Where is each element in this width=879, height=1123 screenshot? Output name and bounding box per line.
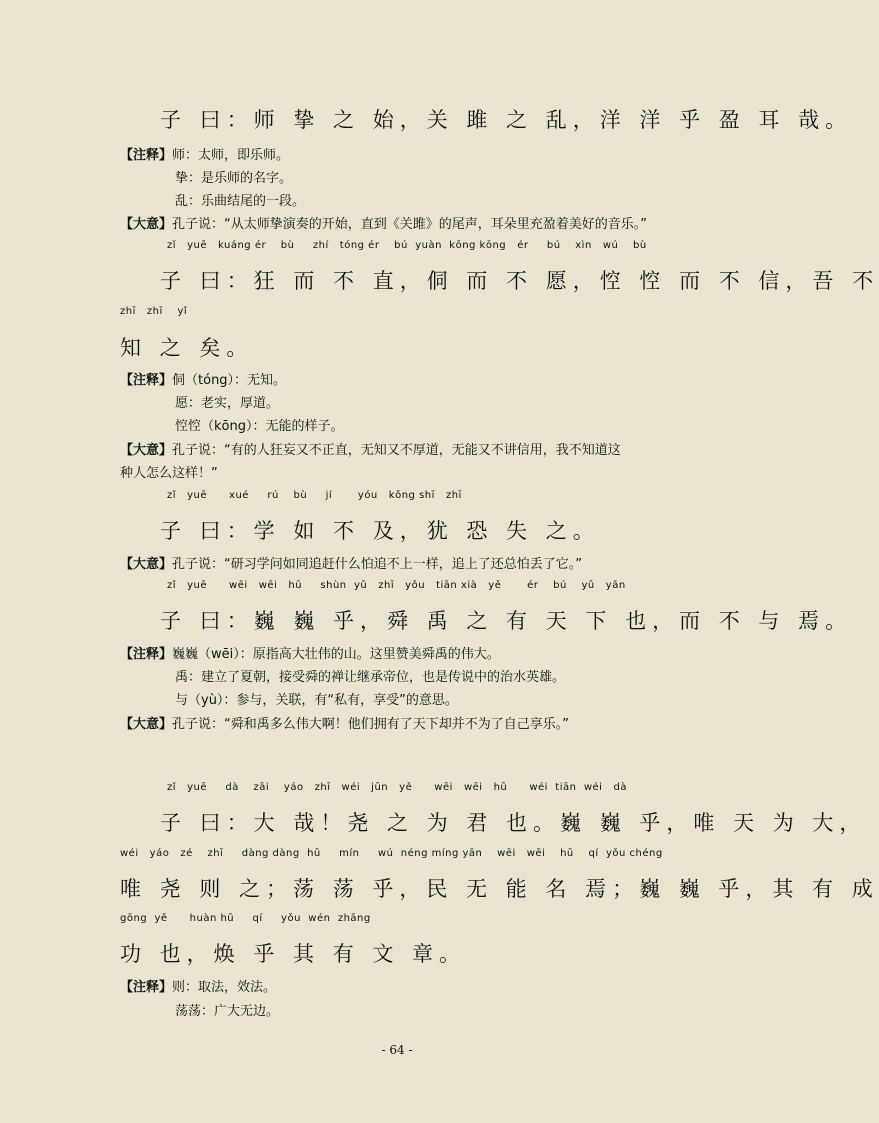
meaning-text: 孔子说：“有的人狂妄又不正直，无知又不厚道，无能又不讲信用，我不知道这 (172, 443, 621, 458)
meaning-line (120, 439, 621, 458)
annotation-line: 与（yù）：参与，关联，有“私有，享受”的意思。 (175, 693, 458, 708)
meaning-tag: 【大意】 (120, 557, 173, 572)
annotation-tag: 【注释】 (120, 148, 173, 163)
meaning-tag: 【大意】 (120, 443, 173, 458)
meaning-text: 孔子说：“舜和禹多么伟大啊！他们拥有了天下却并不为了自己享乐。” (172, 717, 569, 732)
annotation-tag: 【注释】 (120, 373, 173, 388)
meaning-text: 孔子说：“从太师挚演奏的开始，直到《关雎》的尾声，耳朵里充盈着美好的音乐。” (172, 217, 647, 232)
annotation-tag: 【注释】 (120, 647, 173, 662)
annotation-line: 乱：乐曲结尾的一段。 (175, 194, 306, 209)
annotation-line: 禹：建立了夏朝，接受舜的禅让继承帝位，也是传说中的治水英雄。 (175, 670, 566, 685)
meaning-line (120, 553, 582, 572)
pinyin-line: wéi yáo zé zhī dàng dàng hū mín wú néng míng yān wēi wēi hū qí yǒu chéng (120, 848, 663, 859)
verse-line: 子 曰：学 如 不 及，犹 恐 失 之。 (160, 519, 600, 543)
annotation-line: 愿：老实，厚道。 (175, 396, 280, 411)
annotation-text: 则：取法，效法。 (172, 980, 277, 995)
annotation-text: 侗（tóng）：无知。 (172, 373, 287, 388)
meaning-line (120, 213, 647, 232)
verse-line: 子 曰：师 挚 之 始，关 雎 之 乱，洋 洋 乎 盈 耳 哉。 (160, 108, 853, 132)
page-number: - 64 - (381, 1043, 413, 1057)
annotation-line (120, 369, 286, 388)
annotation-line: 挚：是乐师的名字。 (175, 171, 293, 186)
verse-line: 知 之 矣。 (120, 336, 254, 360)
meaning-tag: 【大意】 (120, 717, 173, 732)
pinyin-line: zǐ yuē kuáng ér bù zhí tóng ér bú yuàn kōng kōng ér bú xìn wú bù (167, 240, 647, 251)
meaning-tag: 【大意】 (120, 217, 173, 232)
annotation-text: 师：太师，即乐师。 (172, 148, 290, 163)
pinyin-line: zǐ yuē xué rú bù jí yóu kǒng shī zhī (167, 490, 462, 501)
annotation-line (120, 976, 276, 995)
pinyin-line: zǐ yuē wēi wēi hū shùn yǔ zhī yǒu tiān xià yě ér bú yǔ yān (167, 580, 626, 591)
annotation-line (120, 144, 289, 163)
meaning-line (120, 713, 569, 732)
meaning-line: 种人怎么这样！” (120, 466, 218, 481)
verse-line: 子 曰：巍 巍 乎，舜 禹 之 有 天 下 也，而 不 与 焉。 (160, 609, 853, 633)
verse-line: 子 曰：狂 而 不 直，侗 而 不 愿，悾 悾 而 不 信，吾 不 (160, 269, 879, 293)
annotation-line (120, 643, 500, 662)
verse-line: 唯 尧 则 之；荡 荡 乎，民 无 能 名 焉；巍 巍 乎，其 有 成 (120, 877, 879, 901)
annotation-tag: 【注释】 (120, 980, 173, 995)
annotation-line: 荡荡：广大无边。 (175, 1004, 280, 1019)
meaning-text: 孔子说：“研习学问如同追赶什么怕追不上一样，追上了还总怕丢了它。” (172, 557, 582, 572)
annotation-text: 巍巍（wēi）：原指高大壮伟的山。这里赞美舜禹的伟大。 (172, 647, 500, 662)
pinyin-line: zhī zhī yǐ (120, 306, 188, 317)
verse-line: 功 也，焕 乎 其 有 文 章。 (120, 942, 467, 966)
pinyin-line: zǐ yuē dà zāi yáo zhī wéi jūn yě wēi wēi hū wéi tiān wéi dà (167, 782, 627, 793)
verse-line: 子 曰：大 哉！尧 之 为 君 也。巍 巍 乎，唯 天 为 大， (160, 811, 867, 835)
pinyin-line: gōng yě huàn hū qí yǒu wén zhāng (120, 913, 371, 924)
annotation-line: 悾悾（kōng）：无能的样子。 (175, 419, 344, 434)
